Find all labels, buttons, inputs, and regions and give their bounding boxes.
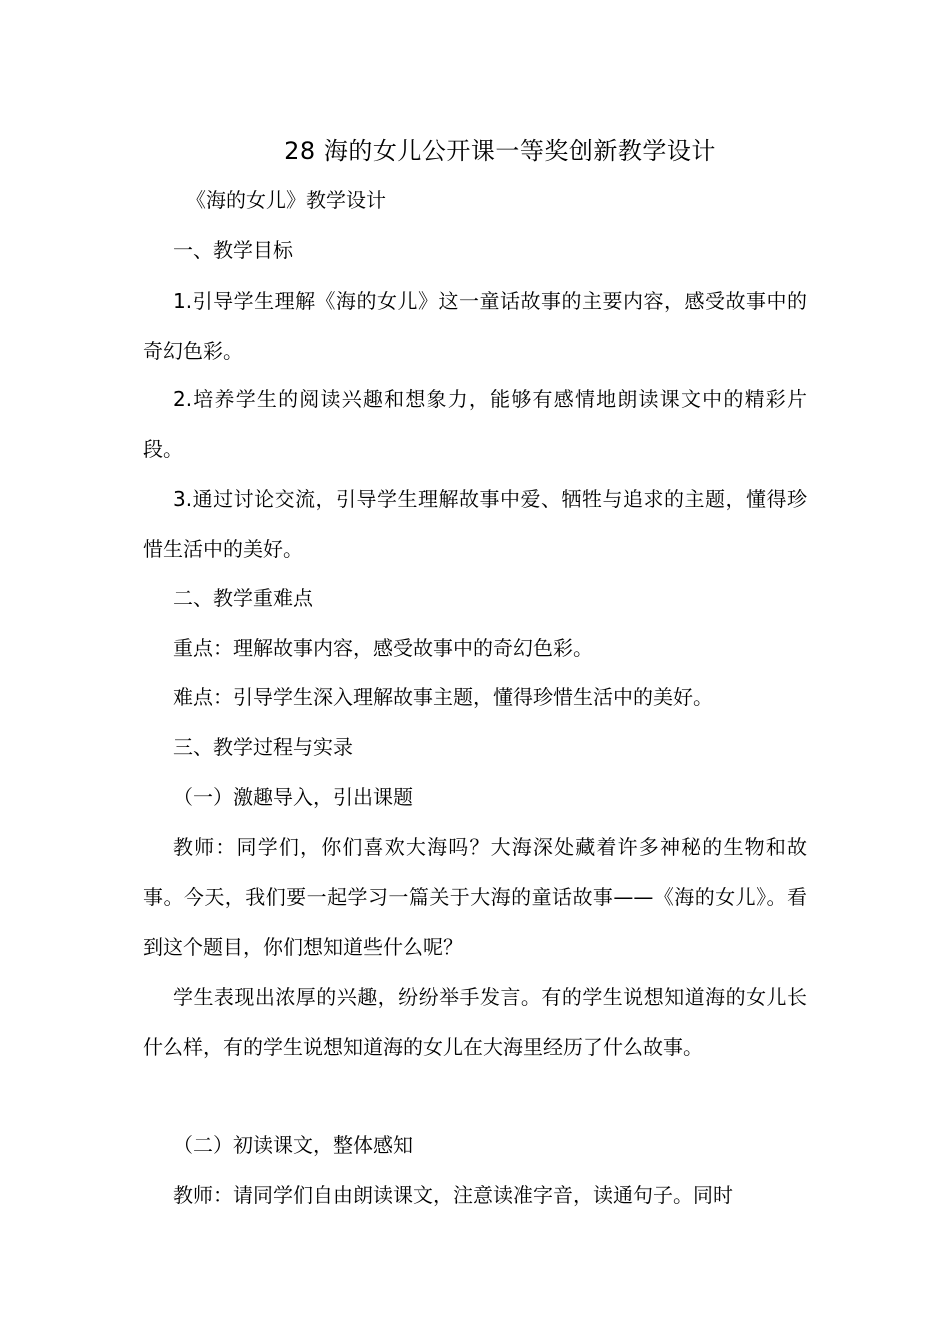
step-heading-1: （一）激趣导入，引出课题 — [173, 785, 413, 809]
difficult-point-text: 难点：引导学生深入理解故事主题，懂得珍惜生活中的美好。 — [173, 685, 713, 709]
teacher-dialogue-2: 教师：请同学们自由朗读课文，注意读准字音，读通句子。同时 — [173, 1183, 733, 1207]
section-heading-goals: 一、教学目标 — [173, 238, 293, 262]
document-subtitle: 《海的女儿》教学设计 — [186, 188, 386, 212]
goal-paragraph-2: 2.培养学生的阅读兴趣和想象力，能够有感情地朗读课文中的精彩片段。 — [143, 387, 807, 461]
students-response-1: 学生表现出浓厚的兴趣，纷纷举手发言。有的学生说想知道海的女儿长什么样，有的学生说想知道海的女儿在大海里经历了什么故事。 — [143, 985, 807, 1059]
step-heading-2: （二）初读课文，整体感知 — [173, 1133, 413, 1157]
document-title: 28 海的女儿公开课一等奖创新教学设计 — [284, 137, 716, 165]
section-heading-process: 三、教学过程与实录 — [173, 735, 353, 759]
teacher-dialogue-1: 教师：同学们，你们喜欢大海吗？大海深处藏着许多神秘的生物和故事。今天，我们要一起学习一篇关于大海的童话故事——《海的女儿》。看到这个题目，你们想知道些什么呢？ — [143, 835, 807, 959]
section-heading-key-points: 二、教学重难点 — [173, 586, 313, 610]
goal-paragraph-1: 1.引导学生理解《海的女儿》这一童话故事的主要内容，感受故事中的奇幻色彩。 — [143, 289, 807, 363]
key-point-text: 重点：理解故事内容，感受故事中的奇幻色彩。 — [173, 636, 593, 660]
goal-paragraph-3: 3.通过讨论交流，引导学生理解故事中爱、牺牲与追求的主题，懂得珍惜生活中的美好。 — [143, 487, 807, 561]
